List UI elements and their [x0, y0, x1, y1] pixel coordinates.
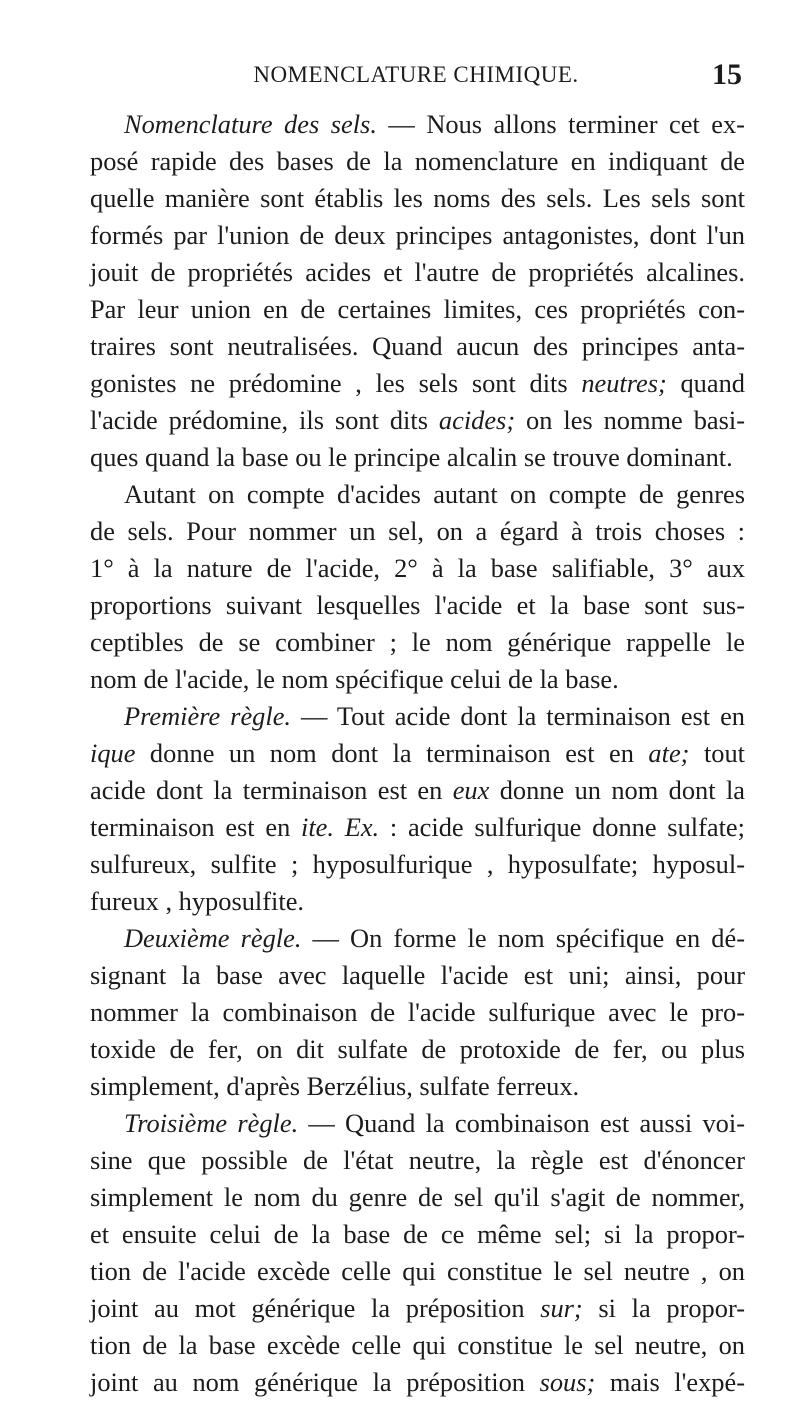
text-run: quelle manière sont établis les noms des sels. Les sels sont	[90, 183, 745, 213]
text-run: Par leur union en de certaines limites, ces propriétés con-	[90, 294, 745, 324]
text-line	[90, 772, 745, 809]
text-run: tion de l'acide excède celle qui constitue le sel neutre , on	[90, 1256, 745, 1286]
text-run: tion de la base excède celle qui constitue le sel neutre, on	[90, 1330, 745, 1360]
running-header	[90, 58, 742, 98]
text-line	[90, 1105, 745, 1142]
text-line	[90, 476, 745, 513]
text-line	[90, 439, 745, 476]
text-run: — Tout acide dont la terminaison est en	[291, 701, 745, 731]
text-run: : acide sulfurique donne sulfate;	[379, 812, 745, 842]
italic-text: ate;	[648, 738, 690, 768]
text-line	[90, 1179, 745, 1216]
text-line	[90, 994, 745, 1031]
text-run: fureux , hyposulfite.	[90, 886, 305, 916]
text-run: terminaison est en	[90, 812, 302, 842]
italic-text: Troisième règle.	[124, 1108, 299, 1138]
italic-text: Deuxième règle.	[124, 923, 302, 953]
text-run: joint au mot générique la préposition	[90, 1293, 541, 1323]
text-line	[90, 1253, 745, 1290]
text-run: — On forme le nom spécifique en dé-	[301, 923, 745, 953]
text-line	[90, 291, 745, 328]
text-run: de sels. Pour nommer un sel, on a égard à trois choses :	[90, 516, 745, 546]
running-title: NOMENCLATURE CHIMIQUE.	[253, 62, 579, 87]
text-run: l'acide prédomine, ils sont dits	[90, 405, 439, 435]
body-text	[90, 106, 745, 1401]
text-run: posé rapide des bases de la nomenclature en indiquant de	[90, 146, 745, 176]
text-run: mais l'expé-	[595, 1367, 746, 1397]
text-run: sine que possible de l'état neutre, la règle est d'énoncer	[90, 1145, 745, 1175]
text-line	[90, 402, 745, 439]
text-run: 1° à la nature de l'acide, 2° à la base salifiable, 3° aux	[90, 553, 745, 583]
text-run: gonistes ne prédomine , les sels sont dits	[90, 368, 582, 398]
italic-text: sous;	[539, 1367, 596, 1397]
text-run: si la propor-	[582, 1293, 745, 1323]
text-line	[90, 1327, 745, 1364]
text-run: signant la base avec laquelle l'acide est uni; ainsi, pour	[90, 960, 745, 990]
italic-text: neutres;	[581, 368, 667, 398]
text-line	[90, 846, 745, 883]
text-line	[90, 217, 745, 254]
text-line	[90, 365, 745, 402]
italic-text: Première règle.	[124, 701, 292, 731]
text-run: formés par l'union de deux principes antagonistes, dont l'un	[90, 220, 745, 250]
text-run: jouit de propriétés acides et l'autre de propriétés alcalines.	[90, 257, 745, 287]
text-line	[90, 698, 745, 735]
text-line	[90, 550, 745, 587]
text-line	[90, 1216, 745, 1253]
page-number: 15	[712, 58, 742, 91]
text-line	[90, 328, 745, 365]
text-line	[90, 735, 745, 772]
italic-text: acides;	[438, 405, 516, 435]
text-run: — Quand la combinaison est aussi voi-	[298, 1108, 745, 1138]
text-line	[90, 809, 745, 846]
text-run: et ensuite celui de la base de ce même sel; si la propor-	[90, 1219, 745, 1249]
text-run: traires sont neutralisées. Quand aucun des principes anta-	[90, 331, 745, 361]
text-run: — Nous allons terminer cet ex-	[376, 109, 745, 139]
text-line	[90, 920, 745, 957]
text-line	[90, 1031, 745, 1068]
text-line	[90, 254, 745, 291]
text-run: sulfureux, sulfite ; hyposulfurique , hyposulfate; hyposul-	[90, 849, 745, 879]
text-line	[90, 883, 745, 920]
text-run: toxide de fer, on dit sulfate de protoxide de fer, ou plus	[90, 1034, 745, 1064]
text-run: quand	[666, 368, 745, 398]
italic-text: ite. Ex.	[301, 812, 380, 842]
text-run: joint au nom générique la préposition	[90, 1367, 540, 1397]
text-run: nommer la combinaison de l'acide sulfurique avec le pro-	[90, 997, 745, 1027]
text-run: acide dont la terminaison est en	[90, 775, 453, 805]
text-run: tout	[689, 738, 745, 768]
text-line	[90, 1142, 745, 1179]
text-run: on les nomme basi-	[515, 405, 745, 435]
text-run: donne un nom dont la	[489, 775, 745, 805]
text-line	[90, 106, 745, 143]
italic-text: Nomenclature des sels.	[124, 109, 377, 139]
text-run: simplement le nom du genre de sel qu'il s'agit de nommer,	[90, 1182, 745, 1212]
italic-text: eux	[452, 775, 490, 805]
text-line	[90, 143, 745, 180]
text-line	[90, 180, 745, 217]
text-run: ceptibles de se combiner ; le nom générique rappelle le	[90, 627, 745, 657]
text-line	[90, 587, 745, 624]
text-line	[90, 1364, 745, 1401]
text-line	[90, 513, 745, 550]
text-run: proportions suivant lesquelles l'acide et la base sont sus-	[90, 590, 745, 620]
text-run: simplement, d'après Berzélius, sulfate ferreux.	[90, 1071, 580, 1101]
text-line	[90, 661, 745, 698]
text-line	[90, 957, 745, 994]
text-line	[90, 1290, 745, 1327]
italic-text: sur;	[540, 1293, 583, 1323]
italic-text: ique	[90, 738, 136, 768]
text-line	[90, 624, 745, 661]
text-run: ques quand la base ou le principe alcalin se trouve dominant.	[90, 442, 733, 472]
text-run: Autant on compte d'acides autant on compte de genres	[124, 479, 745, 509]
text-run: donne un nom dont la terminaison est en	[135, 738, 649, 768]
text-run: nom de l'acide, le nom spécifique celui de la base.	[90, 664, 619, 694]
text-line	[90, 1068, 745, 1105]
